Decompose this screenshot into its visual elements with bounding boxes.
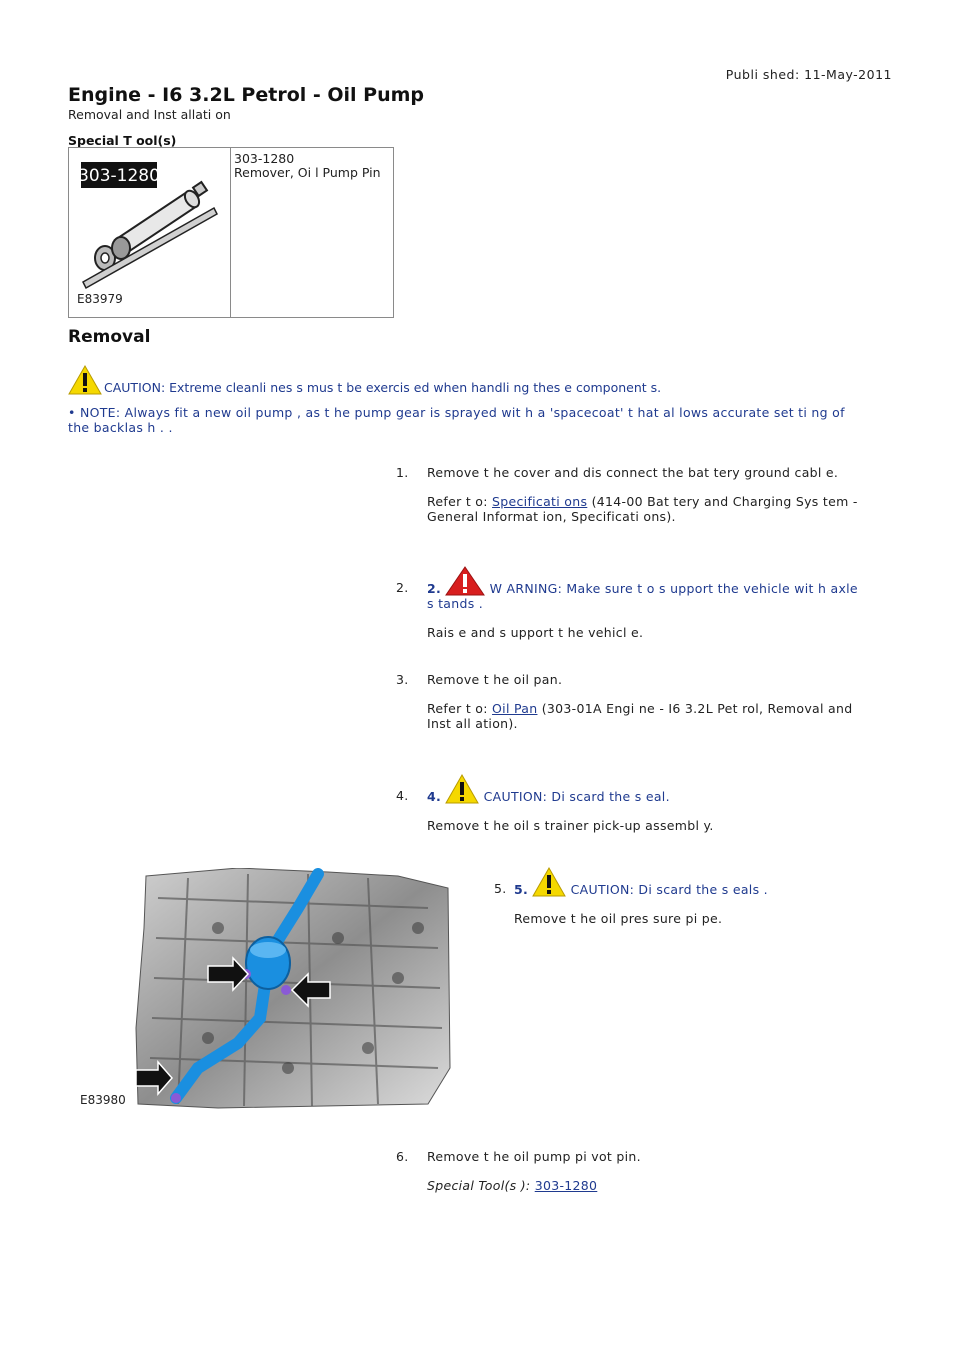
special-tools-label: Special Tool(s ): <box>427 1178 531 1193</box>
step-1-text: Remove t he cover and dis connect the bat tery ground cabl e. <box>427 465 839 480</box>
step-4-label: 4. <box>427 789 442 804</box>
figure-id: E83980 <box>80 1093 126 1107</box>
step-5-text: Remove t he oil pres sure pi pe. <box>514 911 723 926</box>
step-2-text: Rais e and s upport t he vehicl e. <box>427 625 644 640</box>
special-tools-heading: Special T ool(s) <box>68 133 177 148</box>
reference-prefix: Refer t o: <box>427 494 488 509</box>
step-number: 6. <box>396 1149 409 1164</box>
caution-icon <box>445 774 479 804</box>
general-caution-text: CAUTION: Extreme cleanli nes s mus t be exercis ed when handli ng thes e component s. <box>104 380 662 395</box>
step-4-text: Remove t he oil s trainer pick-up assembl y. <box>427 818 714 833</box>
tool-number: 303-1280 <box>234 151 295 166</box>
specifications-link[interactable]: Specificati ons <box>492 494 588 509</box>
reference-suffix: (303-01A Engi ne - I6 3.2L Pet rol, Removal and Inst all ation). <box>427 701 853 731</box>
tool-303-1280-link[interactable]: 303-1280 <box>534 1178 598 1193</box>
step-2-warning-text: W ARNING: Make sure t o s upport the vehicle wit h axle s tands . <box>427 581 858 611</box>
special-tools-table <box>68 147 394 318</box>
step-6-tools <box>427 1178 867 1193</box>
step-6-text: Remove t he oil pump pi vot pin. <box>427 1149 641 1164</box>
tool-description-cell <box>231 148 394 318</box>
step-number: 5. <box>494 881 507 896</box>
step-4-caution <box>427 774 867 804</box>
page-title: Engine - I6 3.2L Petrol - Oil Pump <box>68 84 425 106</box>
step-3-reference <box>427 701 867 731</box>
general-caution <box>68 365 661 395</box>
oil-pan-link[interactable]: Oil Pan <box>492 701 538 716</box>
step-5-caution-text: CAUTION: Di scard the s eals . <box>570 882 768 897</box>
tool-name: Remover, Oi l Pump Pin <box>234 165 381 180</box>
step-2-label: 2. <box>427 581 442 596</box>
reference-prefix: Refer t o: <box>427 701 488 716</box>
caution-icon <box>68 365 102 395</box>
oil-pressure-pipe-figure <box>68 868 462 1110</box>
reference-suffix: (414-00 Bat tery and Charging Sys tem - General Informat ion, Specificati ons). <box>427 494 858 524</box>
removal-heading: Removal <box>68 327 151 347</box>
step-5-caution <box>514 867 874 897</box>
step-5-label: 5. <box>514 882 529 897</box>
tool-figure-id: E83979 <box>77 292 123 306</box>
step-number: 4. <box>396 788 409 803</box>
tool-image-cell <box>69 148 231 318</box>
step-2-warning <box>427 566 867 611</box>
step-number: 1. <box>396 465 409 480</box>
warning-icon <box>445 566 485 596</box>
general-note: • NOTE: Always fit a new oil pump , as t he pump gear is sprayed wit h a 'spacecoat' t hat al lows accurate set ti ng of the backlas h . . <box>68 405 845 435</box>
page-subtitle: Removal and Inst allati on <box>68 107 231 122</box>
step-number: 3. <box>396 672 409 687</box>
tool-remover-illustration <box>69 148 230 314</box>
step-1-reference <box>427 494 867 524</box>
caution-icon <box>532 867 566 897</box>
tool-image-label: 303-1280 <box>78 166 160 186</box>
step-4-caution-text: CAUTION: Di scard the s eal. <box>483 789 670 804</box>
step-3-text: Remove t he oil pan. <box>427 672 563 687</box>
published-date: Publi shed: 11-May-2011 <box>725 67 892 82</box>
step-number: 2. <box>396 580 409 595</box>
